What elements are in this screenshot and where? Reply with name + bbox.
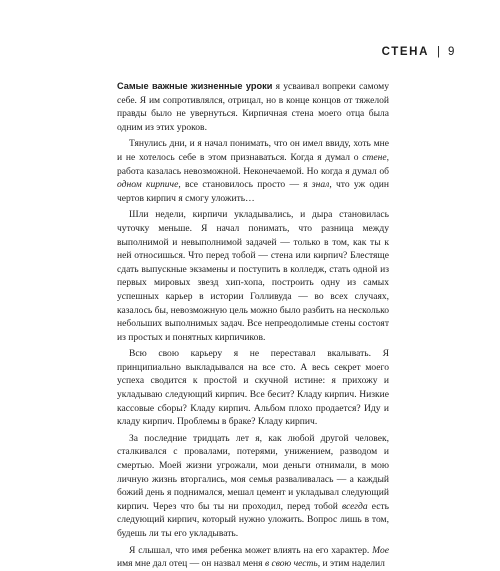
header-separator: |	[437, 46, 440, 58]
text-run: Тянулись дни, и я начал понимать, что он имел ввиду, хоть мне и не хотелось себе в этом признаваться. Когда я думал о	[117, 138, 389, 163]
text-run: есть следующий кирпич, который нужно уложить. Вопрос лишь в том, будешь ли ты его укладывать.	[117, 500, 389, 539]
paragraph	[117, 544, 389, 571]
lead-in: Самые важные жизненные уроки	[117, 81, 273, 91]
running-header	[382, 46, 456, 58]
text-run: , что уж один чертов кирпич я смогу уложить…	[117, 179, 389, 204]
text-run: , работа казалась невозможной. Неконечаемой. Но когда я думал об	[117, 151, 389, 177]
emphasis: стене	[362, 151, 387, 163]
emphasis: в свою честь	[264, 558, 318, 570]
page-number: 9	[448, 46, 456, 58]
body-text	[117, 80, 389, 571]
emphasis: знал	[311, 179, 330, 191]
paragraph	[117, 137, 389, 205]
text-run: я усваивал вопреки самому себе. Я им сопротивлялся, отрицал, но в конце концов от тяжелой правды было не увернуться. Кирпичная стена моего отца была одним из этих уроков.	[117, 81, 389, 133]
emphasis: одном кирпиче	[117, 179, 179, 191]
paragraph	[117, 80, 389, 134]
emphasis: всегда	[341, 500, 368, 512]
emphasis: Мое	[372, 544, 389, 556]
text-run: Всю свою карьеру я не переставал вкалывать. Я принципиально выкладывался на все сто. А весь секрет моего успеха сводится к простой и скучной истине: я прихожу и укладываю следующий кирпич. Все бесит? Кладу кирпич. Низкие кассовые сборы? Кладу кирпич. Альбом плохо продается? Иду и кладу кирпич. Проблемы в браке? Кладу кирпич.	[117, 348, 389, 428]
chapter-title: СТЕНА	[381, 46, 429, 58]
paragraph	[117, 432, 389, 541]
paragraph	[117, 347, 389, 429]
paragraph	[117, 208, 389, 344]
text-run: Шли недели, кирпичи укладывались, и дыра становилась чуточку меньше. Я начал понимать, что разница между выполнимой и невыполнимой задачей — только в том, как ты к ней относишься. Что перед тобой — стена или кирпич? Блестяще сдать выпускные экзамены и поступить в колледж, стать одной из первых мировых звезд хип-хопа, построить одну из самых успешных карьер в истории Голливуда — во всех случаях, казалось бы, невозможную цель можно было разбить на несколько небольших выполнимых задач. Все непреодолимые стены состоят из простых и понятных кирпичиков.	[117, 209, 389, 343]
text-run: , все становилось просто — я	[178, 179, 312, 191]
text-run: За последние тридцать лет я, как любой другой человек, сталкивался с провалами, потерями, унижением, разводом и смертью. Моей жизни угрожали, мои деньги отнимали, в мою личную жизнь вторгались, моя семья разваливалась — а каждый божий день я поднимался, мешал цемент и укладывал следующий кирпич. Через что бы ты ни проходил, перед тобой	[117, 432, 389, 512]
text-run: Я слышал, что имя ребенка может влиять на его характер.	[129, 544, 373, 556]
text-run: , и этим наделил	[317, 558, 385, 570]
text-run: имя мне дал отец — он назвал меня	[117, 558, 265, 570]
